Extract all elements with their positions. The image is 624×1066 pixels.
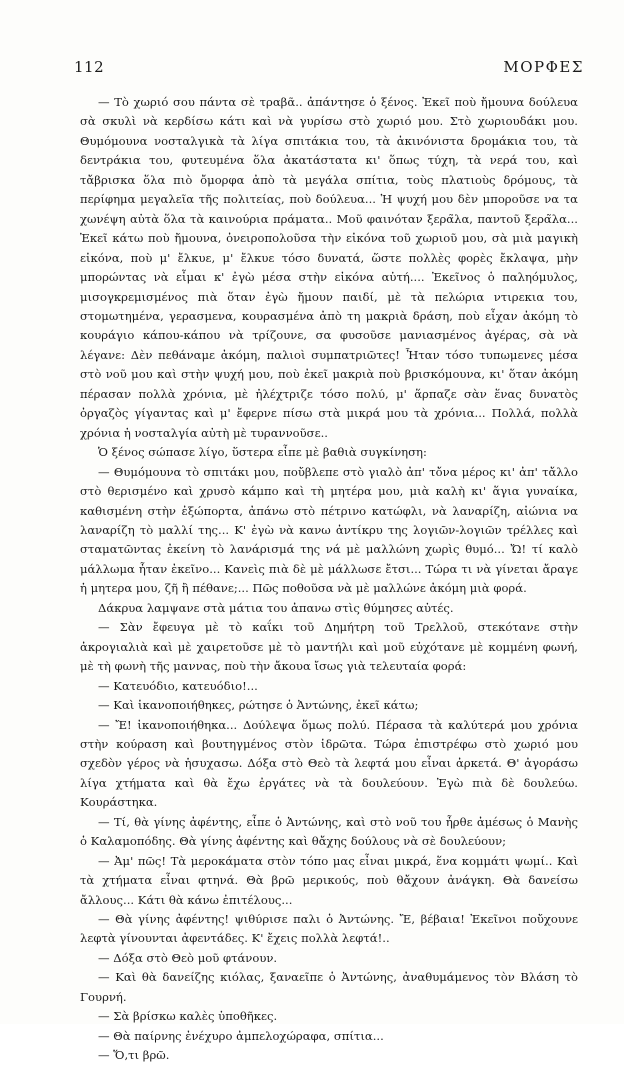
paragraph: — Ὅ,τι βρῶ. bbox=[98, 1048, 170, 1063]
paragraph: — Κατευόδιο, κατευόδιο!... bbox=[98, 678, 258, 693]
paragraph: Ὁ ξένος σώπασε λίγο, ὕστερα εἶπε μὲ βαθιὰ συγκίνηση: bbox=[98, 445, 427, 460]
paragraph: — Θυμόμουνα τὸ σπιτάκι μου, ποὔβλεπε στὸ γιαλὸ ἀπ' τὄνα μέρος κι' ἀπ' τἄλλο στὸ θερισμένο καὶ χρυσὸ κάμπο καὶ τὴ μητέρα μου, μιὰ καλὴ κι' ἅγια γυναίκα, καθισμένη στὴν ἐξώπορτα, ἀπάνω στὸ πέτρινο κατώφλι, νὰ λαναρίζη, αἰώνια να λαναρίζη τὸ μαλλί της... Κ' ἐγὼ νὰ κανω ἀντίκρυ της λογιῶν-λογιῶν τρέλλες καὶ σταματῶντας ἐκείνη τὸ λανάρισμά της νά μὲ μαλλώνη χωρὶς θυμό... Ὤ! τί καλὸ μάλλωμα ἦταν ἐκεῖνο... Κανεὶς πιὰ δὲ μὲ μάλλωσε ἔτσι... Τώρα τι νὰ γίνεται ἄραγε ἡ μητερα μου, ζῆ ἢ πέθανε;... Πῶς ποθοῦσα νὰ μὲ μαλλώνε ἀκόμη μιὰ φορά. bbox=[80, 464, 578, 596]
paragraph: — Ἔ! ἱκανοποιήθηκα... Δούλεψα ὅμως πολύ. Πέρασα τὰ καλύτερά μου χρόνια στὴν κούραση καὶ βουτηγμένος στὸν ἱδρῶτα. Τώρα ἐπιστρέφω στὸ χωριό μου σχεδὸν γέρος νὰ ἡσυχασω. Δόξα στὸ Θεὸ τὰ λεφτά μου εἶναι ἀρκετά. Θ' ἀγοράσω λίγα χτήματα καὶ θὰ ἔχω ἐργάτες νὰ τὰ δουλεύουν. Ἐγὼ πιὰ δὲ δουλεύω. Κουράστηκα. bbox=[80, 717, 578, 810]
paragraph: — Δόξα στὸ Θεὸ μοῦ φτάνουν. bbox=[98, 950, 278, 965]
paragraph: — Τί, θὰ γίνης ἀφέντης, εἶπε ὁ Ἀντώνης, καὶ στὸ νοῦ του ἦρθε ἀμέσως ὁ Μανὴς ὁ Καλαμοπόδης. Θὰ γίνης ἀφέντης καὶ θἄχης δούλους νὰ σὲ δουλεύουν; bbox=[80, 814, 578, 849]
page-number: 112 bbox=[74, 58, 105, 76]
paragraph: — Θὰ παίρνης ἐνέχυρο ἀμπελοχώραφα, σπίτια... bbox=[98, 1028, 384, 1043]
paragraph: — Σὰ βρίσκω καλὲς ὑποθῆκες. bbox=[98, 1009, 278, 1024]
paragraph: — Ἀμ' πῶς! Τὰ μεροκάματα στὸν τόπο μας εἶναι μικρά, ἕνα κομμάτι ψωμί.. Καὶ τὰ χτήματα εἶναι φτηνά. Θὰ βρῶ μερικούς, ποὺ θἄχουν ἀνάγκη. Θὰ δανείσω ἄλλους... Κάτι θὰ κάνω ἐπιτέλους... bbox=[80, 853, 578, 907]
paragraph: — Καὶ θὰ δανείζης κιόλας, ξαναεῖπε ὁ Ἀντώνης, ἀναθυμάμενος τὸν Βλάση τὸ Γουρνή. bbox=[80, 970, 578, 1004]
paragraph: — Θὰ γίνης ἀφέντης! ψιθύρισε παλι ὁ Ἀντώνης. Ἔ, βέβαια! Ἐκεῖνοι ποὔχουνε λεφτὰ γίνουνται ἀφεντάδες. Κ' ἔχεις πολλὰ λεφτά!.. bbox=[80, 912, 578, 946]
body-text bbox=[80, 93, 578, 1066]
paragraph: — Τὸ χωριό σου πάντα σὲ τραβᾶ.. ἀπάντησε ὁ ξένος. Ἐκεῖ ποὺ ἤμουνα δούλευα σὰ σκυλὶ νὰ κερδίσω κάτι καὶ νὰ γυρίσω στὸ χωριό μου. Στὸ χωριουδάκι μου. Θυμόμουνα νοσταλγικὰ τὰ λίγα σπιτάκια του, τὰ ἀκινόνιστα δρομάκια του, τὰ δεντράκια του, φυτευμένα ὅλα ἀκατάστατα κι' ὅπως τύχη, τὰ νερά του, καὶ τἄβρισκα ὅλα πιὸ ὄμορφα ἀπὸ τὰ μεγάλα σπίτια, τοὺς πλατιοὺς δρόμους, τὰ περίφημα μεγαλεῖα τῆς πολιτείας, ποὺ δούλευα... Ἡ ψυχή μου δὲν μποροῦσε να τα χωνέψη αὐτὰ ὅλα τὰ καινούρια πράματα.. Μοῦ φαινόταν ξερα̃λα, παντοῦ ξερα̃λα... Ἐκεῖ κάτω ποὺ ἤμουνα, ὀνειροπολοῦσα τὴν εἰκόνα τοῦ χωριοῦ μου, σὰ μιὰ μαγικὴ εἰκόνα, ποὺ μ' ἔλκυε, μ' ἔλκυε τόσο δυνατά, ὥστε πολλὲς φορὲς ἔκλαψα, μὴν μπορώντας νὰ εἶμαι κ' ἐγὼ μέσα στὴν εἰκόνα αὐτή.... Ἐκεῖνος ὁ παληόμυλος, μισογκρεμισμένος πιὰ ὅταν ἐγὼ ἤμουν παιδί, μὲ τὰ πελώρια ντιρεκια του, στομωτημένα, γερασμενα, κουρασμένα ἀπὸ τη μακριὰ δράση, ποὺ εἶχαν ἀκόμη τὸ κουράγιο κάπου-κάπου νὰ τρίζουνε, σα φυσοῦσε μανιασμένος ἀγέρας, σὰ νὰ λέγανε: Δὲν πεθάναμε ἀκόμη, παλιοὶ συμπατριῶτες! Ἦταν τόσο τυπωμενες μέσα στὸ νοῦ μου καὶ στὴν ψυχή μου, ποὺ ἐκεῖ μακριὰ ποὺ βρισκόμουνα, κι' ὅταν ἀκόμη πέρασαν πολλὰ χρόνια, μὲ ἠλέχτριζε τόσο πολύ, μ' ἅρπαζε σὰν ἕνας δυνατὸς ὀργαζὸς γίγαντας καὶ μ' ἔφερνε πίσω στὰ μικρά μου τὰ χρόνια... Πολλά, πολλὰ χρόνια ἡ νοσταλγία αὐτὴ μὲ τυραννοῦσε.. bbox=[80, 95, 578, 440]
paragraph: — Σὰν ἔφευγα μὲ τὸ καΐκι τοῦ Δημήτρη τοῦ Τρελλοῦ, στεκότανε στὴν ἀκρογιαλιὰ καὶ μὲ χαιρετοῦσε μὲ τὸ μαντήλι καὶ μοῦ εὐχότανε μὲ κομμένη φωνή, μὲ τὴ φωνὴ τῆς μαννας, ποὺ τὴν ἄκουα ἴσως γιὰ τελευταία φορά: bbox=[80, 620, 578, 674]
paragraph: — Καὶ ἱκανοποιήθηκες, ρώτησε ὁ Ἀντώνης, ἐκεῖ κάτω; bbox=[98, 698, 419, 713]
running-title: ΜΟΡΦΕΣ bbox=[503, 58, 584, 76]
paragraph: Δάκρυα λαμψανε στὰ μάτια του ἀπανω στὶς θύμησες αὐτές. bbox=[98, 600, 454, 615]
